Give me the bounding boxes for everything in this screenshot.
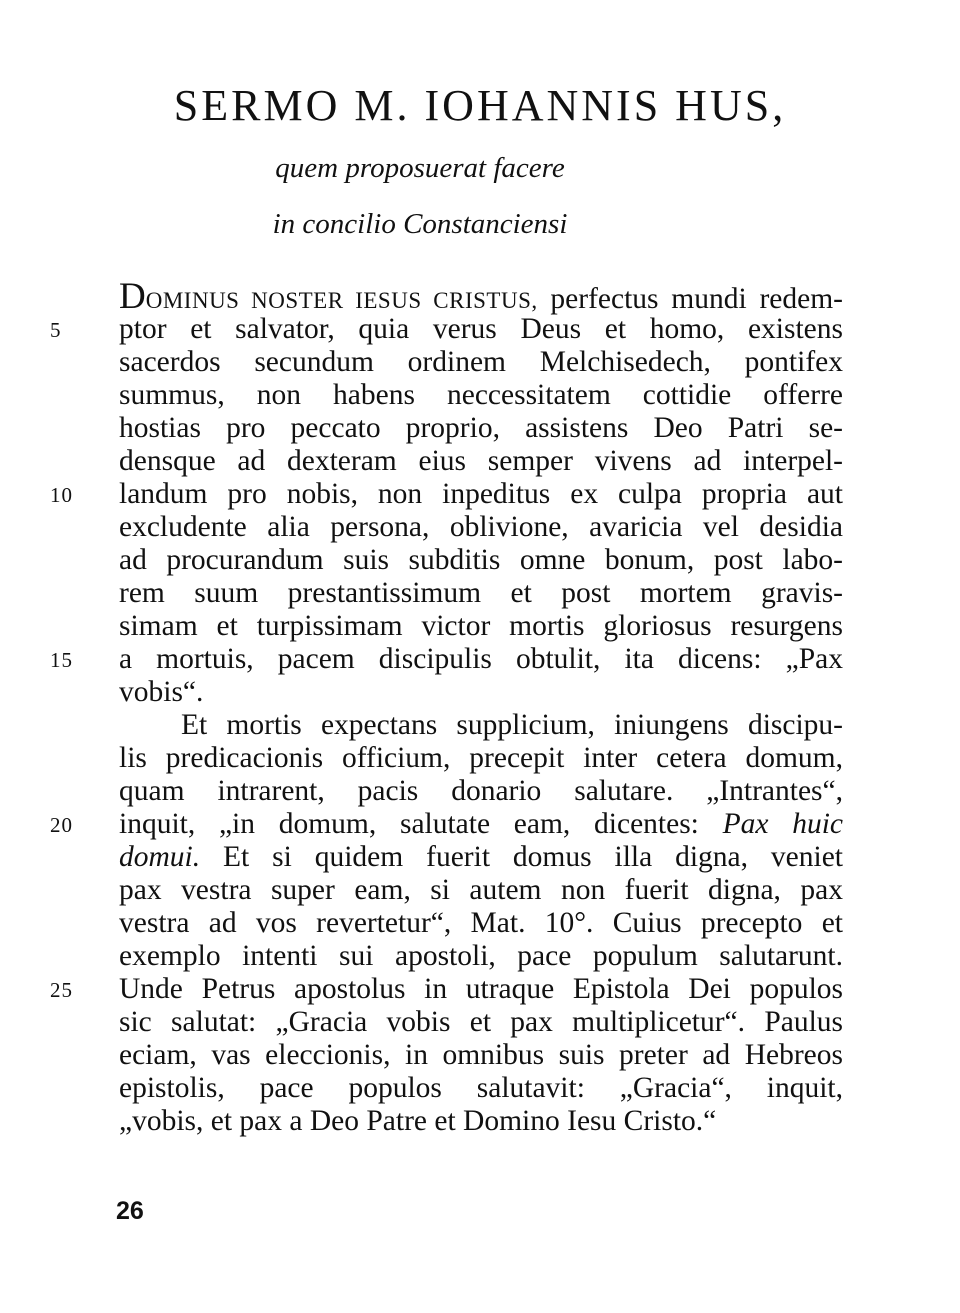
text-line: [119, 346, 843, 379]
title-word-rest: US,: [709, 81, 787, 130]
text-line: [119, 742, 843, 775]
text-line: [119, 676, 843, 709]
line-text: lis predicacionis officium, precepit inter cetera domum,: [119, 742, 843, 774]
italic-quote: domui.: [119, 841, 201, 873]
line-text: landum pro nobis, non inpeditus ex culpa propria aut: [119, 478, 843, 510]
text-line: [50, 808, 844, 841]
line-text: eciam, vas eleccionis, in omnibus suis preter ad Hebreos: [119, 1039, 843, 1071]
text-line: [119, 709, 843, 742]
line-text: Et si quidem fuerit domus illa digna, veniet: [223, 841, 843, 873]
line-number: 15: [50, 648, 73, 672]
text-line: [119, 1039, 843, 1072]
line-text: Unde Petrus apostolus in utraque Epistola Dei populos: [119, 973, 843, 1005]
line-number: 10: [50, 483, 73, 507]
text-line: [119, 577, 843, 610]
line-number: 25: [50, 978, 73, 1002]
title-word: M.: [354, 81, 411, 130]
text-line: [119, 940, 843, 973]
subtitle-line: quem proposuerat facere: [275, 152, 565, 184]
line-text: exemplo intenti sui apostoli, pace populum salutarunt.: [119, 940, 843, 972]
text-line: [50, 973, 843, 1006]
small-caps-opening: OMINUS NOSTER IESUS CRISTUS,: [145, 288, 538, 313]
line-text: sic salutat: „Gracia vobis et pax multiplicetur“. Paulus: [119, 1006, 843, 1038]
title-word-rest: ERMO: [201, 81, 341, 130]
text-line: [50, 313, 843, 346]
text-line: [119, 379, 843, 412]
line-text: rem suum prestantissimum et post mortem gravis-: [119, 577, 843, 609]
text-line: [119, 907, 843, 940]
title-initial: I: [424, 81, 443, 130]
text-line: [119, 412, 843, 445]
line-text: excludente alia persona, oblivione, avaricia vel desidia: [119, 511, 843, 543]
text-line: [50, 643, 843, 676]
line-text: simam et turpissimam victor mortis gloriosus resurgens: [119, 610, 843, 642]
line-number: 5: [50, 318, 62, 342]
title-word-rest: OHANNIS: [442, 81, 662, 130]
line-text: hostias pro peccato proprio, assistens Deo Patri se-: [119, 412, 843, 444]
text-line: [119, 511, 843, 544]
title-initial: S: [173, 81, 202, 130]
text-line: [119, 775, 843, 808]
text-line: [119, 544, 843, 577]
title-initial: H: [675, 81, 710, 130]
line-text: vobis“.: [119, 676, 204, 708]
line-text: a mortuis, pacem discipulis obtulit, ita dicens: „Pax: [119, 643, 843, 675]
text-line: [119, 841, 843, 874]
line-text: densque ad dexteram eius semper vivens ad interpel-: [119, 445, 843, 477]
line-number: 20: [50, 813, 73, 837]
sermon-title: [0, 76, 840, 136]
text-line: [119, 610, 843, 643]
text-line: [119, 276, 843, 317]
page-number: 26: [116, 1197, 144, 1225]
line-text: quam intrarent, pacis donario salutare. „Intrantes“,: [119, 775, 843, 807]
text-line: [119, 874, 843, 907]
sermon-body: [50, 276, 844, 1138]
line-text: ptor et salvator, quia verus Deus et homo, existens: [119, 313, 843, 345]
line-text: summus, non habens neccessitatem cottidie offerre: [119, 379, 843, 411]
line-text: perfectus mundi redem-: [550, 283, 843, 315]
text-line: [119, 445, 843, 478]
text-line: [119, 1072, 843, 1105]
line-text: „vobis, et pax a Deo Patre et Domino Iesu Cristo.“: [119, 1105, 717, 1137]
subtitle-line: in concilio Constanciensi: [272, 208, 568, 240]
italic-quote: Pax huic: [722, 808, 844, 840]
text-line: [119, 1105, 843, 1138]
line-text: epistolis, pace populos salutavit: „Gracia“, inquit,: [119, 1072, 843, 1104]
drop-cap: D: [119, 276, 146, 317]
text-line: [119, 1006, 843, 1039]
text-line: [50, 478, 843, 511]
line-text: vestra ad vos revertetur“, Mat. 10°. Cuius precepto et: [119, 907, 843, 939]
line-text: sacerdos secundum ordinem Melchisedech, pontifex: [119, 346, 843, 378]
line-text: Et mortis expectans supplicium, iniungens discipu-: [181, 709, 843, 741]
line-text: ad procurandum suis subditis omne bonum, post labo-: [119, 544, 843, 576]
line-text: pax vestra super eam, si autem non fuerit digna, pax: [119, 874, 843, 906]
line-text: inquit, „in domum, salutate eam, dicentes:: [119, 808, 699, 840]
